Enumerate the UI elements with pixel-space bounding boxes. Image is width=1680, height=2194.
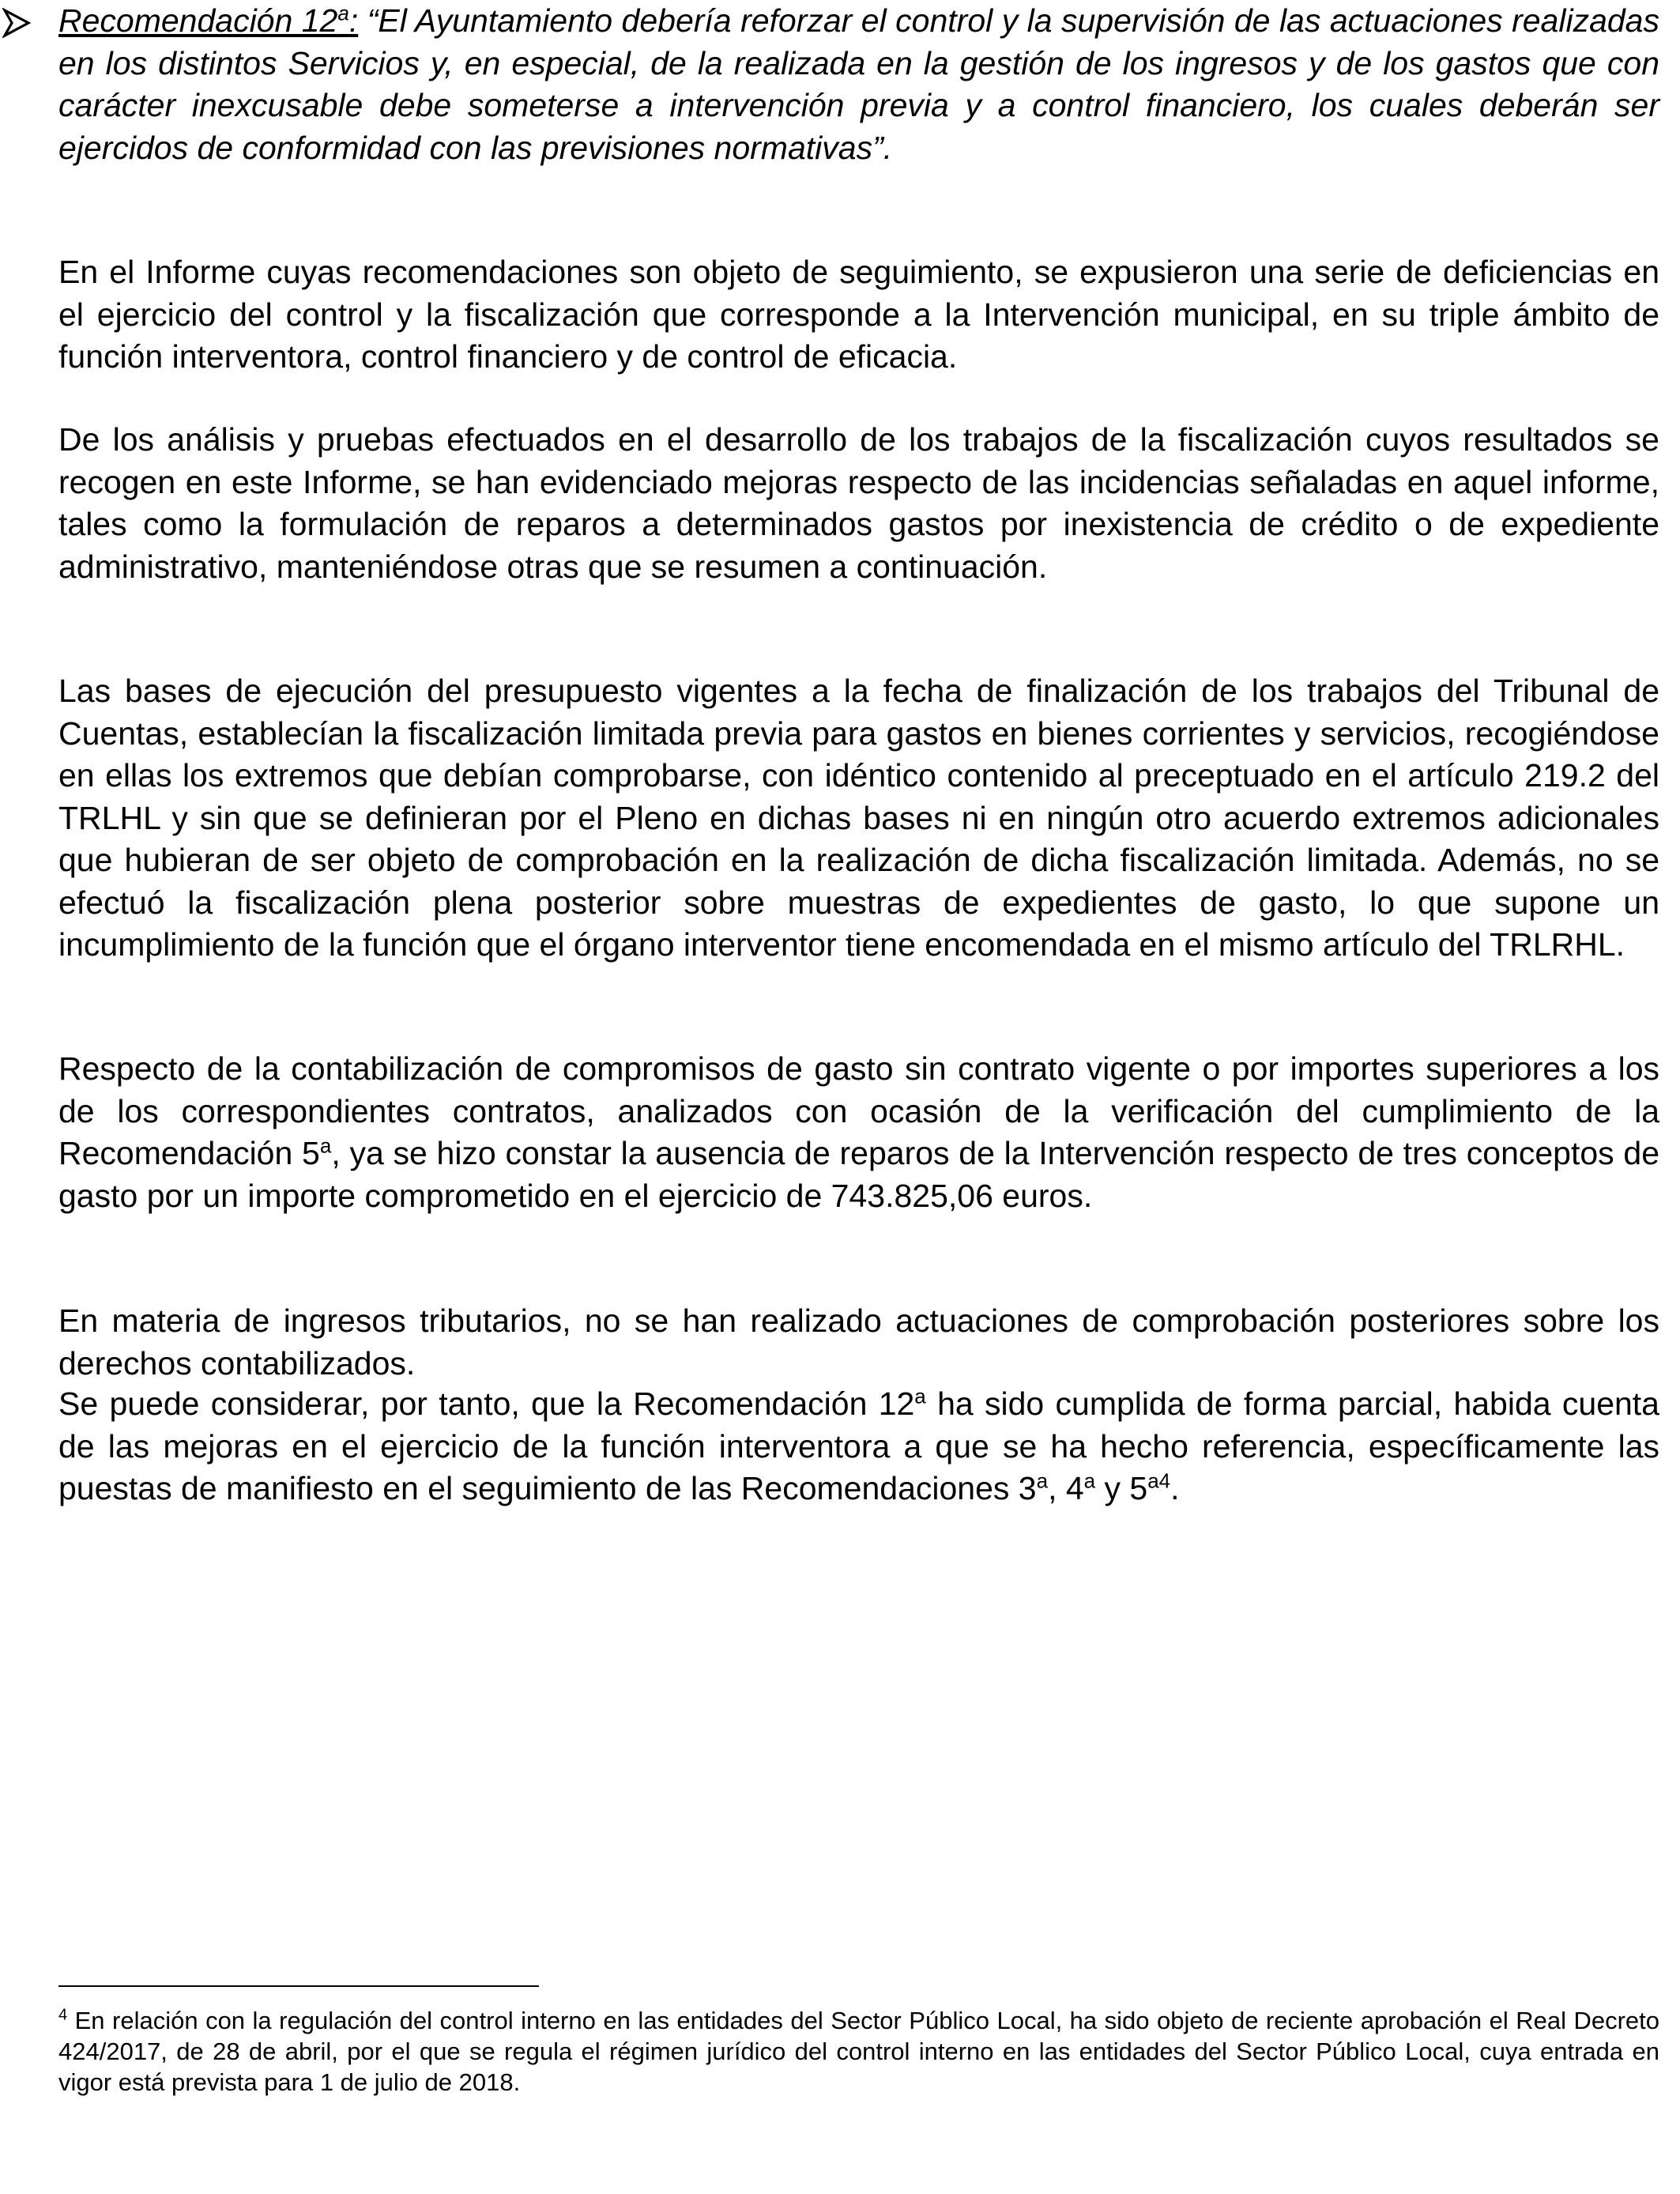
footnote-text: En relación con la regulación del control interno en las entidades del Sector Público Local, ha sido objeto de reciente aprobación el Real Decreto 424/2017, de 28 de abril, por el que se regula el régimen jurídico del control interno en las entidades del Sector Público Local, cuya entrada en vigor está prevista para 1 de julio de 2018.	[58, 2007, 1659, 2096]
footnote-reference-4[interactable]: a4	[1147, 1468, 1171, 1493]
paragraph-3: Las bases de ejecución del presupuesto vigentes a la fecha de finalización de los trabajos del Tribunal de Cuentas, establecían la fiscalización limitada previa para gastos en bienes corrientes y servicios, recogiéndose en ellas los extremos que debían comprobarse, con idéntico contenido al preceptuado en el artículo 219.2 del TRLHL y sin que se definieran por el Pleno en dichas bases ni en ningún otro acuerdo extremos adicionales que hubieran de ser objeto de comprobación en la realización de dicha fiscalización limitada. Además, no se efectuó la fiscalización plena posterior sobre muestras de expedientes de gasto, lo que supone un incumplimiento de la función que el órgano interventor tiene encomendada en el mismo artículo del TRLRHL.	[58, 673, 1659, 963]
paragraph-5: En materia de ingresos tributarios, no se han realizado actuaciones de comprobación posteriores sobre los derechos contabilizados.	[58, 1302, 1659, 1382]
recommendation-quote: “El Ayuntamiento debería reforzar el control y la supervisión de las actuaciones realizadas en los distintos Servicios y, en especial, de la realizada en la gestión de los ingresos y de los gastos que con carácter inexcusable debe someterse a intervención previa y a control financiero, los cuales deberán ser ejercidos de conformidad con las previsiones normativas”.	[58, 2, 1659, 166]
paragraph-1: En el Informe cuyas recomendaciones son objeto de seguimiento, se expusieron una serie de deficiencias en el ejercicio del control y la fiscalización que corresponde a la Intervención municipal, en su triple ámbito de función interventora, control financiero y de control de eficacia.	[58, 254, 1659, 375]
arrowhead-bullet-icon	[2, 8, 32, 38]
footnote-separator	[58, 1985, 539, 1987]
footnote-marker: 4	[58, 2006, 68, 2024]
recommendation-label: Recomendación 12$^a$:	[58, 1, 359, 39]
paragraph-6: Se puede considerar, por tanto, que la Recomendación 12$^a$ ha sido cumplida de forma parcial, habida cuenta de las mejoras en el ejercicio de la función interventora a que se ha hecho referencia, específicamente las puestas de manifiesto en el seguimiento de las Recomendaciones 3$^a$, 4$^a$ y $5^{a4}$.	[58, 1384, 1659, 1506]
recommendation-text	[58, 0, 1659, 169]
footnote-4	[58, 2005, 1659, 2098]
paragraph-2: De los análisis y pruebas efectuados en el desarrollo de los trabajos de la fiscalización cuyos resultados se recogen en este Informe, se han evidenciado mejoras respecto de las incidencias señaladas en aquel informe, tales como la formulación de reparos a determinados gastos por inexistencia de crédito o de expediente administrativo, manteniéndose otras que se resumen a continuación.	[58, 421, 1659, 585]
paragraph-4: Respecto de la contabilización de compromisos de gasto sin contrato vigente o por importes superiores a los de los correspondientes contratos, analizados con ocasión de la verificación del cumplimiento de la Recomendación 5$^a$, ya se hizo constar la ausencia de reparos de la Intervención respecto de tres conceptos de gasto por un importe comprometido en el ejercicio de 743.825,06 euros.	[58, 1050, 1660, 1214]
